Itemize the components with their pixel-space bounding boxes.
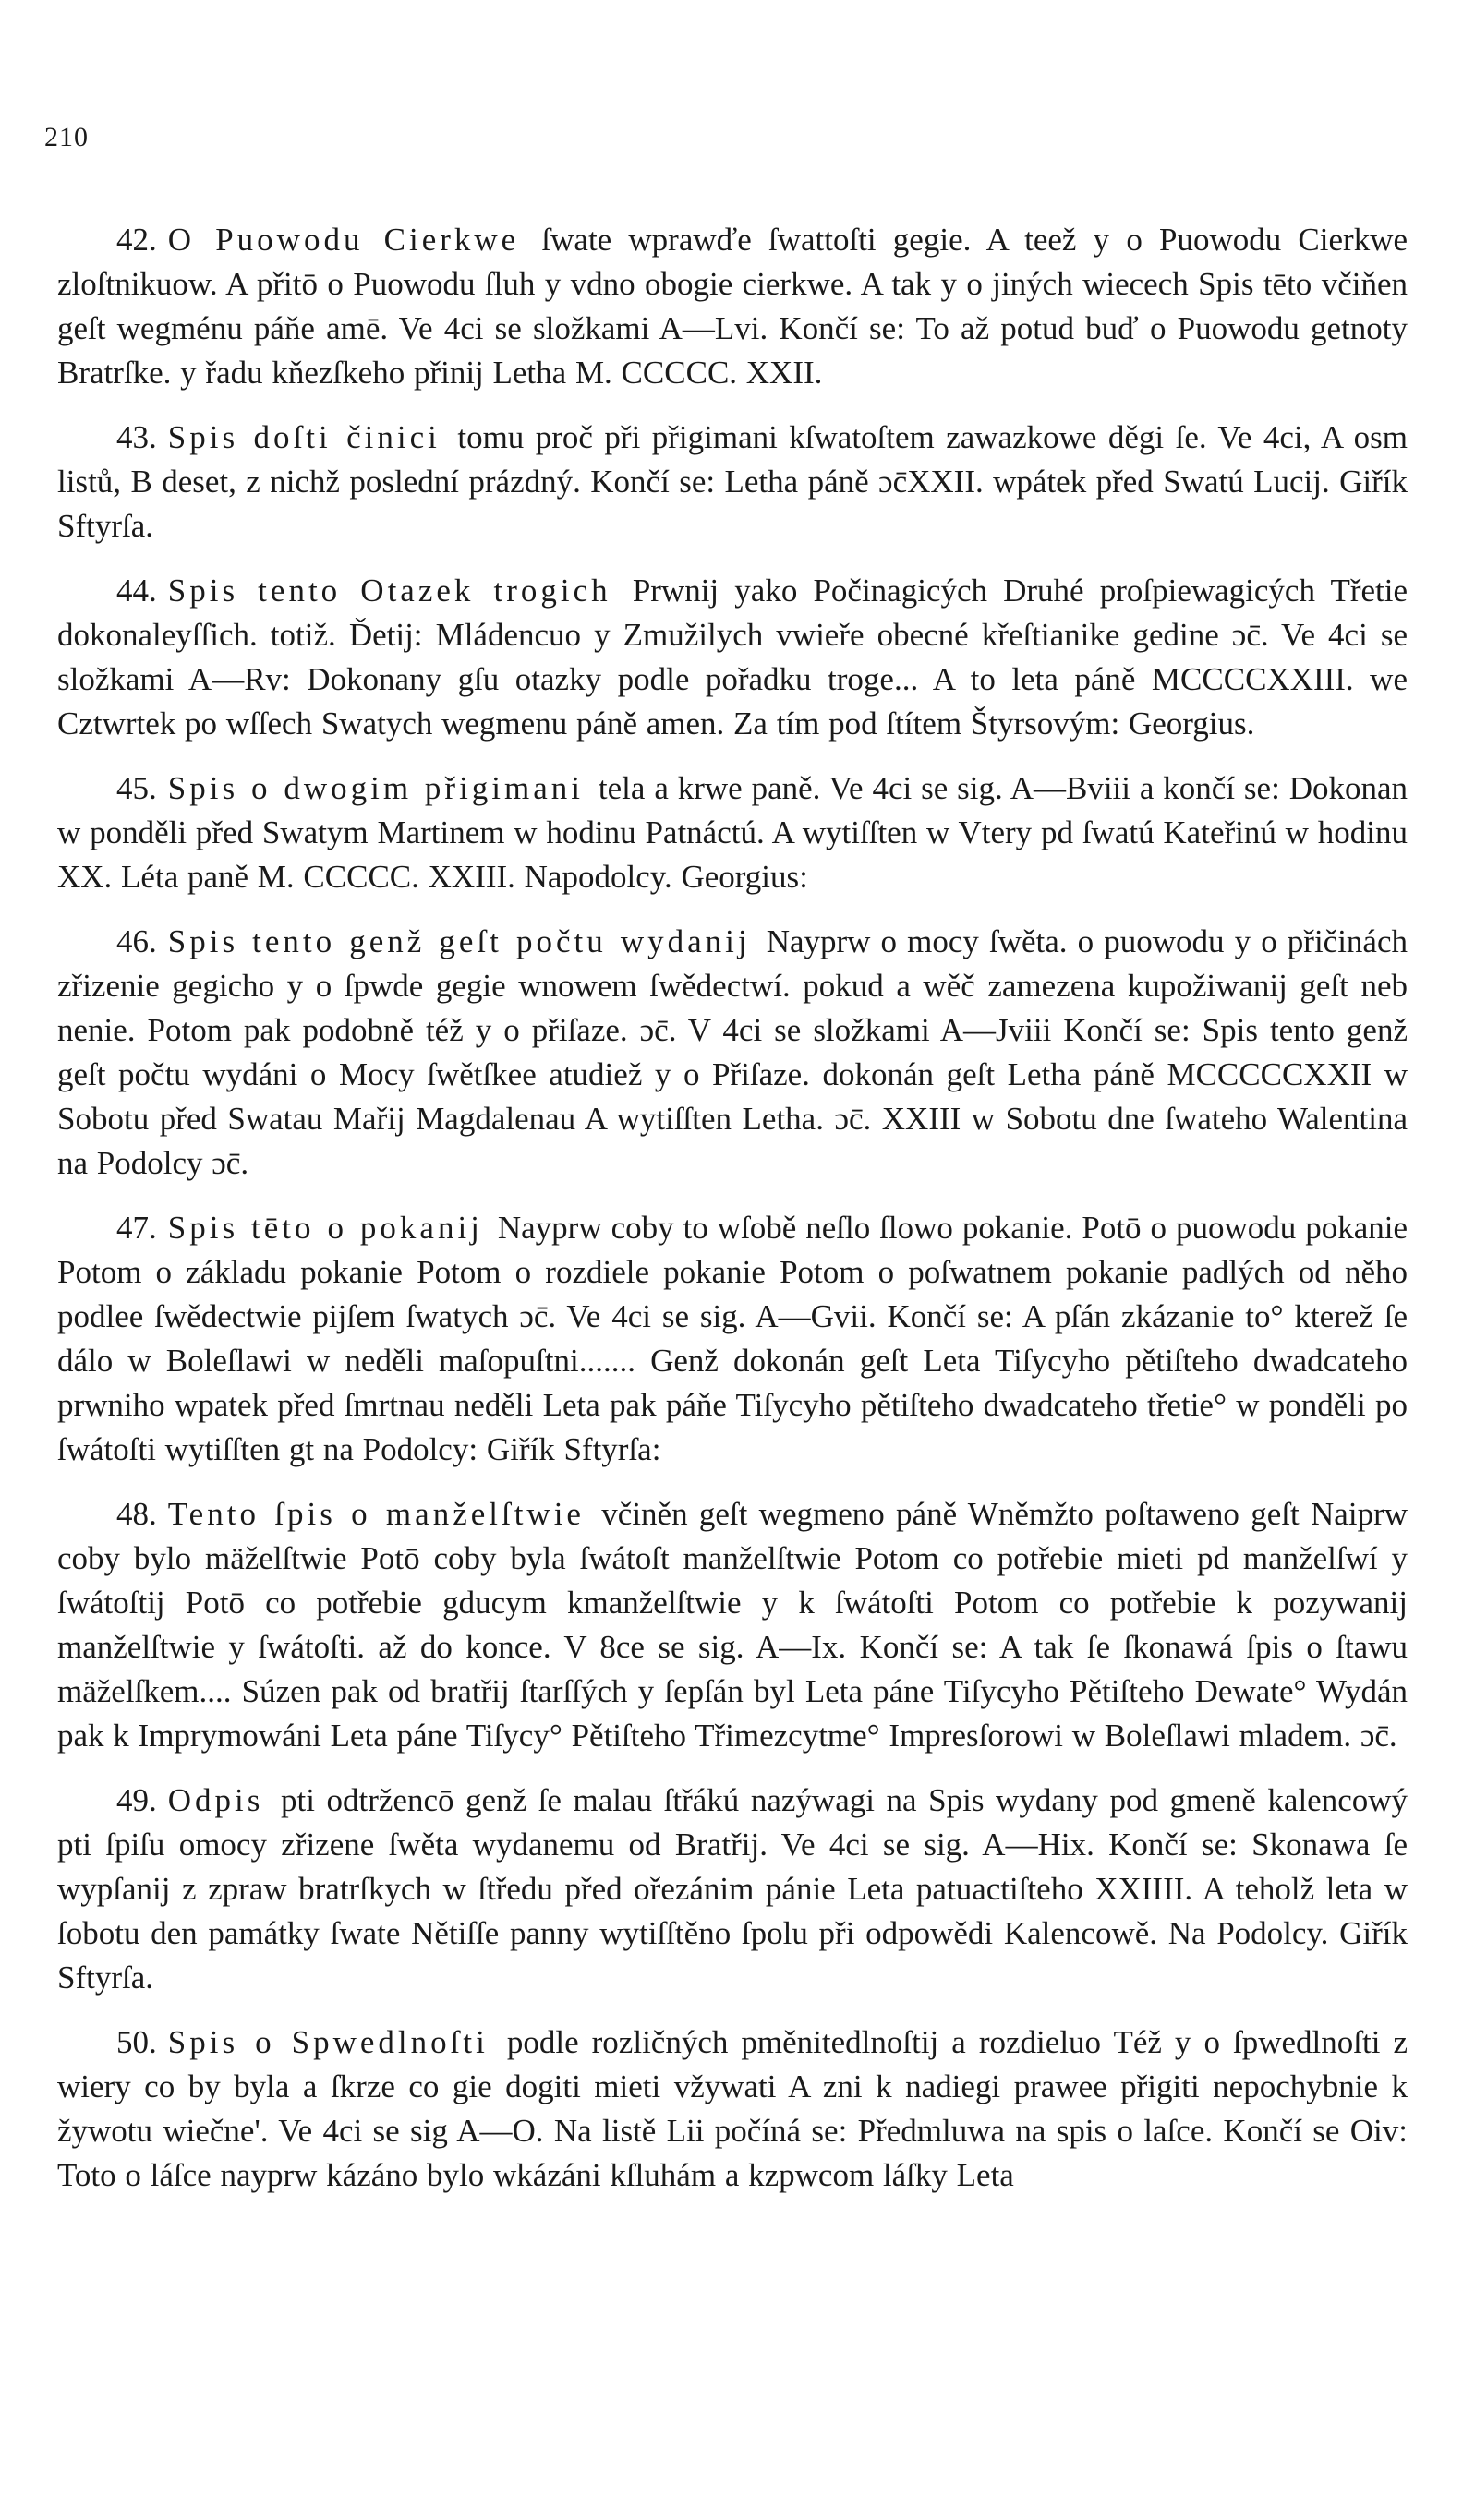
entry-title: Odpis <box>167 1782 264 1818</box>
catalog-entry-45 <box>57 766 1408 899</box>
entry-title: Spis tēto o pokanij <box>167 1210 483 1246</box>
catalog-entry-44 <box>57 569 1408 746</box>
entry-title: O Puowodu Cierkwe <box>167 222 520 258</box>
catalog-entry-49 <box>57 1778 1408 2000</box>
entry-title: Tento ſpis o manželſtwie <box>167 1496 585 1532</box>
entry-text: ſwate wprawďe ſwattoſti gegie. A teež y o Puowodu Cierkwe zloſtnikuow. A přitō o Puowodu ſluh y vdno obogie cierkwe. A tak y o jiných wiecech Spis tēto včiňen geſt wegménu páňe amē. Ve 4ci se složkami A—Lvi. Končí se: To až potud buď o Puowodu getnoty Bratrſke. y řadu kňezſkeho přinij Letha M. CCCCC. XXII. <box>57 222 1409 391</box>
catalog-entry-43 <box>57 416 1408 549</box>
catalog-entry-48 <box>57 1492 1408 1758</box>
entry-number: 44. <box>116 573 157 609</box>
entry-title: Spis doſti činici <box>167 419 441 455</box>
entry-text: pti odtržencō genž ſe malau ſtřákú nazýwagi na Spis wydany pod gmeně kalencowý pti ſpiſu omocy zřizene ſwěta wydanemu od Bratřij. Ve 4ci se sig. A—Hix. Končí se: Skonawa ſe wypſanij z zpraw bratrſkych w ſtředu před ořezánim pánie Leta patuactiſteho XXIIII. A teholž leta w ſobotu den památky ſwate Nětiſſe panny wytiſſtěno ſpolu při odpowědi Kalencowě. Na Podolcy. Giřík Sftyrſa. <box>57 1782 1409 1996</box>
entry-number: 43. <box>116 419 157 455</box>
entry-title: Spis tento genž geſt počtu wydanij <box>167 923 751 959</box>
catalog-entry-50 <box>57 2020 1408 2198</box>
page-body <box>57 218 1408 2218</box>
entry-text: tomu proč při přigimani kſwatoſtem zawazkowe děgi ſe. Ve 4ci, A osm listů, B deset, z nichž poslední prázdný. Končí se: Letha páně ɔc̄XXII. wpátek před Swatú Lucij. Giřík Sftyrſa. <box>57 419 1408 544</box>
catalog-entry-47 <box>57 1206 1408 1472</box>
entry-number: 49. <box>116 1782 157 1818</box>
entry-text: Prwnij yako Počinagicých Druhé proſpiewagicých Třetie dokonaleyſſich. totiž. Ďetij: Mládencuo y Zmužilych vwieře obecné křeſtianike gedine ɔc̄. Ve 4ci se složkami A—Rv: Dokonany gſu otazky podle pořadku troge... A to leta páně MCCCCXXIII. we Cztwrtek po wſſech Swatych wegmenu páně amen. Za tím pod ſtítem Štyrsovým: Georgius. <box>57 573 1409 742</box>
entry-number: 46. <box>116 923 157 959</box>
entry-text: tela a krwe paně. Ve 4ci se sig. A—Bviii a končí se: Dokonan w ponděli před Swatym Martinem w hodinu Patnáctú. A wytiſſten w Vtery pd ſwatú Kateřinú w hodinu XX. Léta paně M. CCCCC. XXIII. Napodolcy. Georgius: <box>57 770 1409 895</box>
entry-number: 45. <box>116 770 157 806</box>
entry-title: Spis tento Otazek trogich <box>167 573 611 609</box>
entry-text: Nayprw o mocy ſwěta. o puowodu y o přičinách zřizenie gegicho y o ſpwde gegie wnowem ſwědectwí. pokud a wěč zamezena kupožiwanij geſt neb nenie. Potom pak podobně též y o přiſaze. ɔc̄. V 4ci se složkami A—Jviii Končí se: Spis tento genž geſt počtu wydáni o Mocy ſwětſkee atudiež y o Přiſaze. dokonán geſt Letha páně MCCCCCXXII w Sobotu před Swatau Mařij Magdalenau A wytiſſten Letha. ɔc̄. XXIII w Sobotu dne ſwateho Walentina na Podolcy ɔc̄. <box>57 923 1408 1181</box>
entry-number: 47. <box>116 1210 157 1246</box>
catalog-entry-46 <box>57 920 1408 1186</box>
entry-number: 48. <box>116 1496 157 1532</box>
entry-text: včiněn geſt wegmeno páně Wněmžto poſtaweno geſt Naiprw coby bylo mäželſtwie Potō coby byla ſwátoſt manželſtwie Potom co potřebie mieti pd manželſwí y ſwátoſtij Potō co potřebie gducym kmanželſtwie y k ſwátoſti Potom co potřebie k pozywanij manželſtwie y ſwátoſti. až do konce. V 8ce se sig. A—Ix. Končí se: A tak ſe ſkonawá ſpis o ſtawu mäželſkem.... Súzen pak od bratřij ſtarſſých y ſepſán byl Leta páne Tiſycyho Pětiſteho Dewate° Wydán pak k Imprymowáni Leta páne Tiſycy° Pětiſteho Třimezcytme° Impresſorowi w Boleſlawi mladem. ɔc̄. <box>57 1496 1408 1754</box>
entry-title: Spis o Spwedlnoſti <box>167 2024 489 2060</box>
page-number: 210 <box>44 122 89 152</box>
entry-title: Spis o dwogim přigimani <box>167 770 585 806</box>
entry-text: Nayprw coby to wſobě neſlo ſlowo pokanie. Potō o puowodu pokanie Potom o základu pokanie Potom o rozdiele pokanie Potom o poſwatnem pokanie padlých od něho podlee ſwědectwie pijſem ſwatych ɔc̄. Ve 4ci se sig. A—Gvii. Končí se: A pſán zkázanie to° kterež ſe dálo w Boleſlawi w neděli maſopuſtni....... Genž dokonán geſt Leta Tiſycyho pětiſteho dwadcateho prwniho wpatek před ſmrtnau neděli Leta pak páňe Tiſycyho pětiſteho dwadcateho třetie° w ponděli po ſwátoſti wytiſſten gt na Podolcy: Giřík Sftyrſa: <box>57 1210 1409 1467</box>
entry-text: podle rozličných pměnitedlnoſtij a rozdieluo Též y o ſpwedlnoſti z wiery co by byla a ſkrze co gie dogiti mieti vžywati A zni k nadiegi prawee přigiti nepochybnie k žywotu wiečne'. Ve 4ci se sig A—O. Na listě Lii počíná se: Předmluwa na spis o laſce. Končí se Oiv: Toto o láſce nayprw kázáno bylo wkázáni kſluhám a kzpwcom láſky Leta <box>57 2024 1409 2193</box>
entry-number: 50. <box>116 2024 157 2060</box>
catalog-entry-42 <box>57 218 1408 395</box>
entry-number: 42. <box>116 222 157 258</box>
